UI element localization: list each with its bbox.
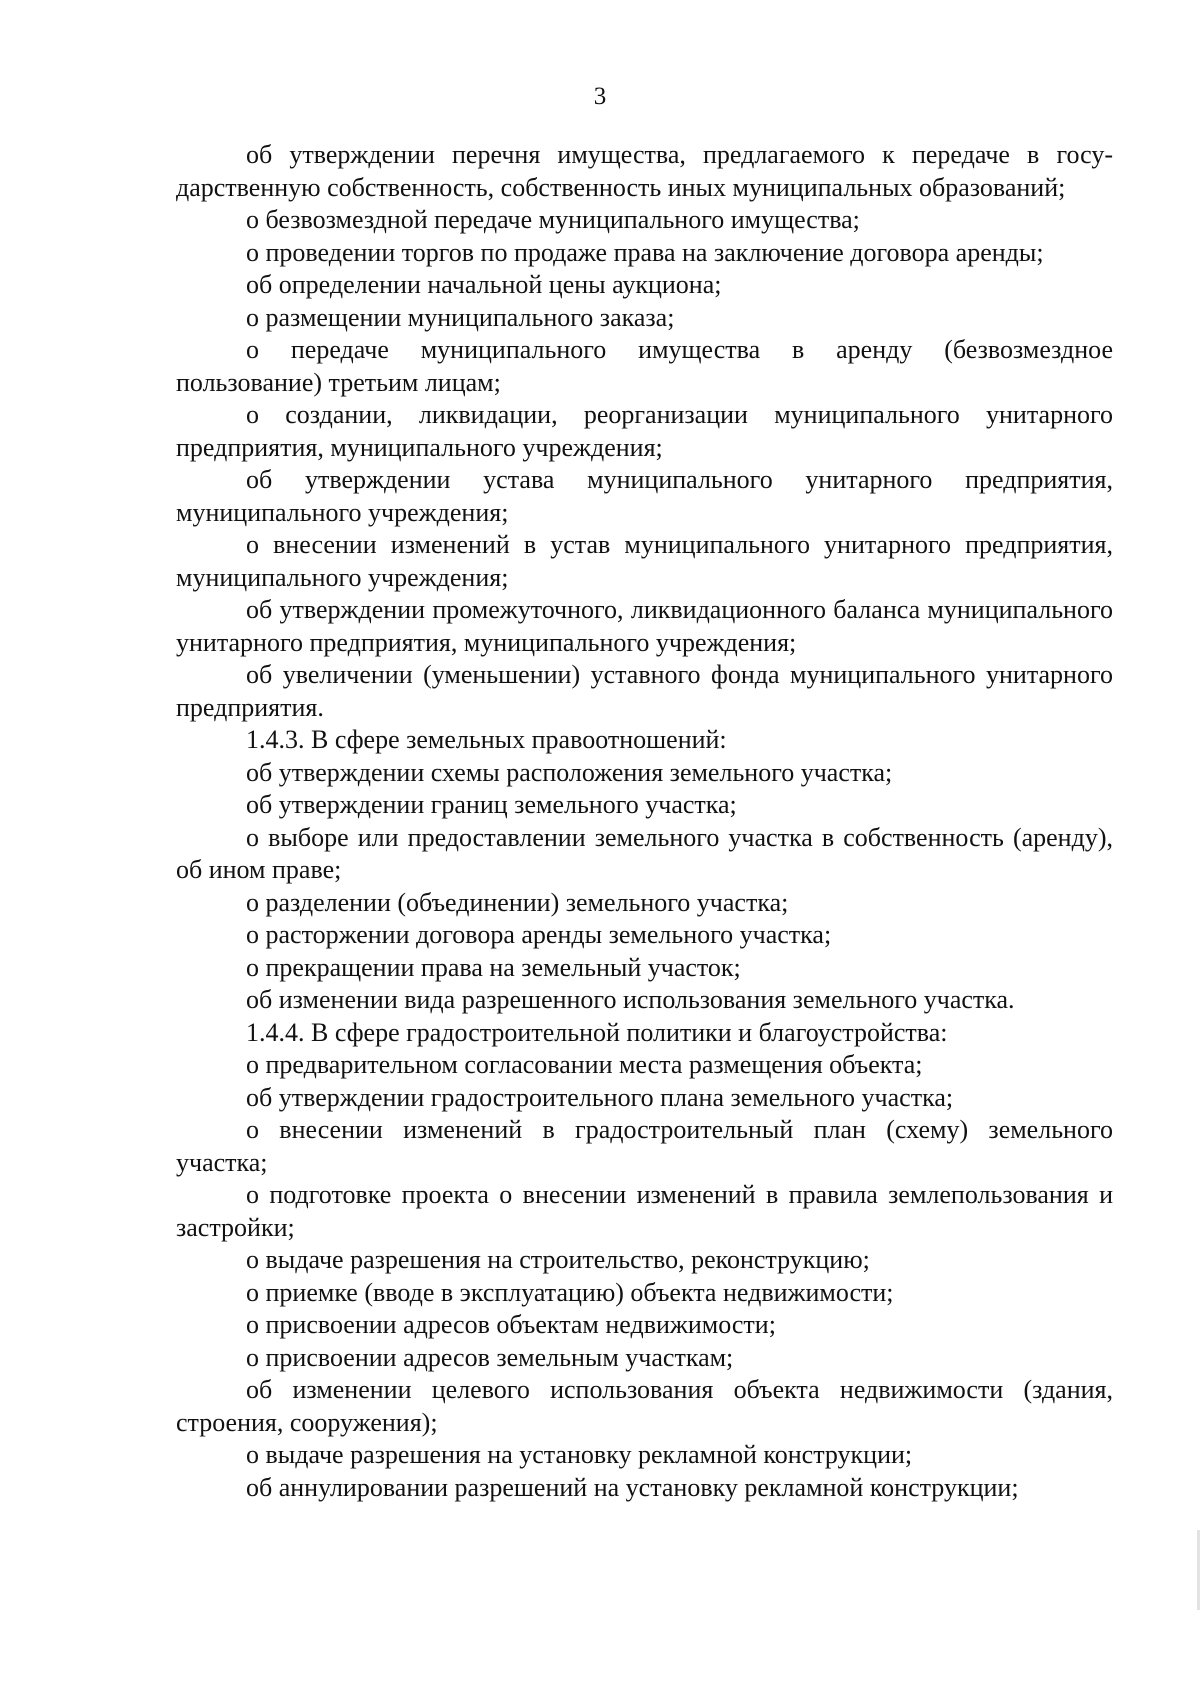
paragraph-9: о внесении изменений в устав муниципального унитарного предприятия, муниципального учреждения; xyxy=(176,530,1113,592)
paragraph-4: об определении начальной цены аукциона; xyxy=(246,270,722,299)
paragraph-31: об аннулировании разрешений на установку рекламной конструкции; xyxy=(246,1472,1019,1502)
page-number: 3 xyxy=(593,83,607,110)
document-body xyxy=(176,139,1113,1504)
paragraph-21: о предварительном согласовании места размещения объекта; xyxy=(246,1050,923,1079)
paragraph-13: об утверждении схемы расположения земельного участка; xyxy=(246,757,893,787)
paragraph-27: о присвоении адресов объектам недвижимости; xyxy=(246,1310,776,1339)
paragraph-6: о передаче муниципального имущества в аренду (безвозмездное пользование) третьим лицам; xyxy=(176,335,1113,397)
paragraph-11: об увеличении (уменьшении) уставного фонда муниципального унитарного предприятия. xyxy=(176,660,1113,722)
paragraph-28: о присвоении адресов земельным участкам; xyxy=(246,1342,734,1372)
paragraph-22: об утверждении градостроительного плана земельного участка; xyxy=(246,1082,954,1112)
paragraph-26: о приемке (вводе в эксплуатацию) объекта недвижимости; xyxy=(246,1277,894,1307)
paragraph-7: о создании, ликвидации, реорганизации муниципального унитарного предприятия, муниципального учреждения; xyxy=(176,400,1113,462)
paragraph-5: о размещении муниципального заказа; xyxy=(246,302,675,332)
paragraph-3: о проведении торгов по продаже права на заключение договора аренды; xyxy=(246,237,1044,267)
paragraph-16: о разделении (объединении) земельного участка; xyxy=(246,887,789,917)
paragraph-14: об утверждении границ земельного участка; xyxy=(246,790,737,819)
paragraph-23: о внесении изменений в градостроительный план (схему) земельного участка; xyxy=(176,1115,1113,1177)
section-heading-1-4-4: 1.4.4. В сфере градостроительной политики и благоустройства: xyxy=(246,1017,948,1047)
paragraph-29: об изменении целевого использования объекта недвижимости (здания, строения, сооружения); xyxy=(176,1375,1113,1437)
paragraph-8: об утверждении устава муниципального унитарного предприятия, муниципального учреждения; xyxy=(176,465,1113,527)
paragraph-24: о подготовке проекта о внесении изменений в правила землепользования и застройки; xyxy=(176,1180,1113,1242)
section-heading-1-4-3: 1.4.3. В сфере земельных правоотношений: xyxy=(246,725,727,754)
paragraph-15: о выборе или предоставлении земельного участка в собственность (аренду), об ином праве; xyxy=(176,822,1113,884)
paragraph-25: о выдаче разрешения на строительство, реконструкцию; xyxy=(246,1245,870,1274)
paragraph-17: о расторжении договора аренды земельного участка; xyxy=(246,920,832,949)
paragraph-19: об изменении вида разрешенного использования земельного участка. xyxy=(246,985,1015,1014)
paragraph-2: о безвозмездной передаче муниципального имущества; xyxy=(246,205,860,234)
paragraph-30: о выдаче разрешения на установку рекламной конструкции; xyxy=(246,1440,913,1469)
paragraph-1: об утверждении перечня имущества, предлагаемого к передаче в государственную собственность, собственность иных муниципальных образований; xyxy=(176,140,1113,202)
paragraph-10: об утверждении промежуточного, ликвидационного баланса муниципального унитарного предприятия, муниципального учреждения; xyxy=(176,595,1113,657)
paragraph-18: о прекращении права на земельный участок; xyxy=(246,952,741,982)
